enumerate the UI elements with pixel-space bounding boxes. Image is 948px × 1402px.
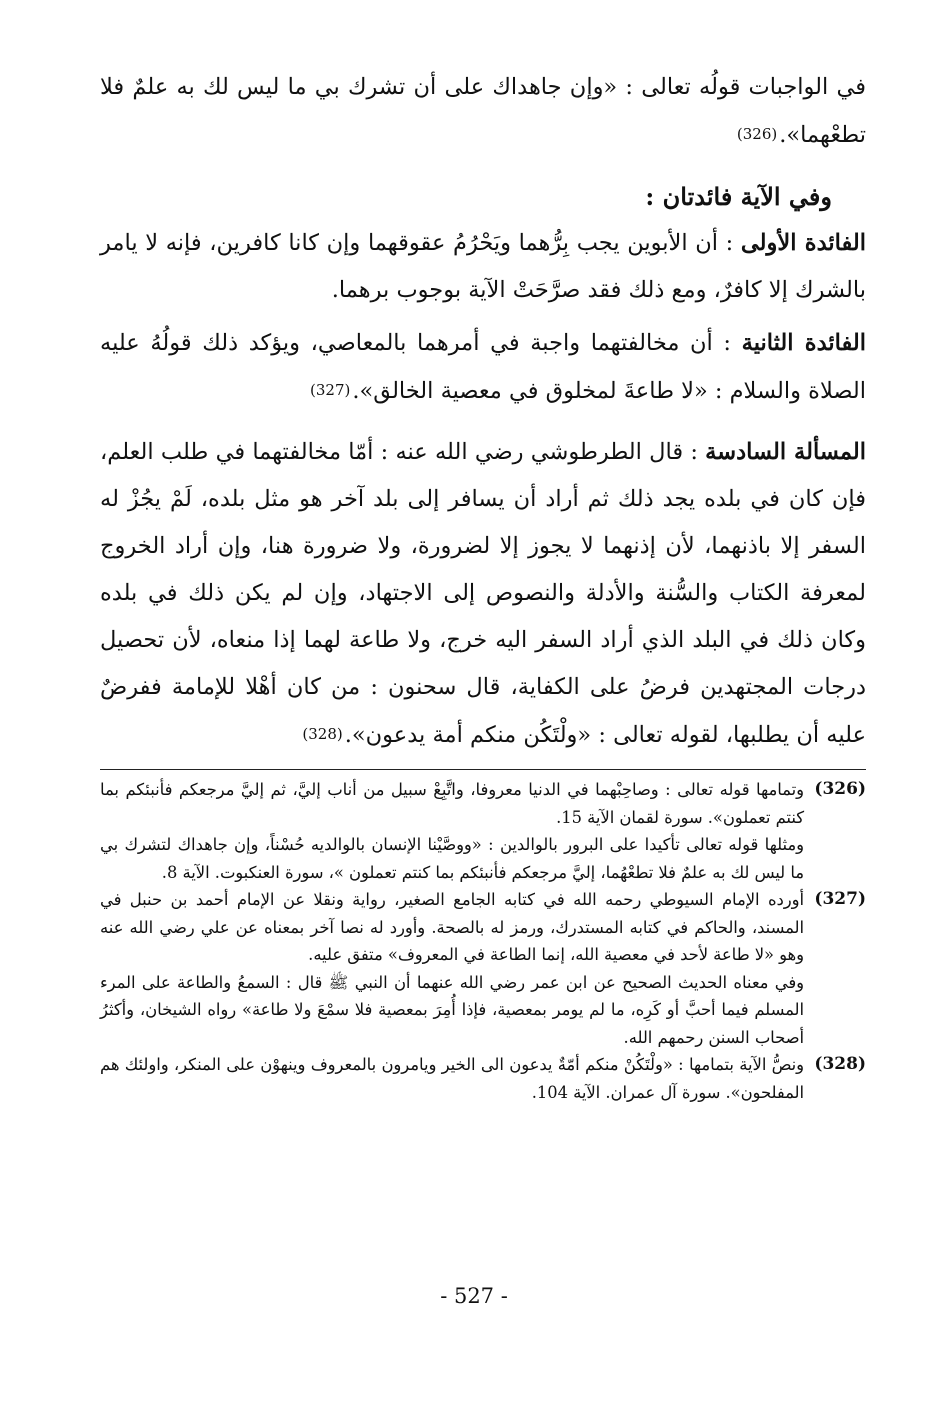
footnote-text: أورده الإمام السيوطي رحمه الله في كتابه الجامع الصغير، رواية ونقلا عن الإمام أحمد بن حنبل في المسند، والحاكم في كتابه المستدرك، ورمز له بالصحة. وأورد له نصا آخر بمعناه عن علي رضي الله عنه وهو «لا طاعة لأحد في معصية الله، إنما الطاعة في المعروف» متفق عليه. — [100, 890, 804, 964]
footnote-divider — [100, 769, 866, 770]
footnote-number: (328) — [814, 1054, 866, 1074]
footnote-326 — [100, 776, 866, 886]
footnote-body — [100, 776, 804, 886]
main-text — [100, 64, 866, 759]
footnote-ref-326: (326) — [736, 125, 778, 143]
section-heading: وفي الآية فائدتان : — [645, 182, 832, 211]
footnote-328 — [100, 1051, 866, 1106]
paragraph-3-text: : أن مخالفتهما واجبة في أمرهما بالمعاصي، ويؤكد ذلك قولُهُ عليه الصلاة والسلام : «لا طاعةَ لمخلوق في معصية الخالق». — [100, 330, 866, 404]
footnote-text: ونصُّ الآية بتمامها : «ولْتَكُنْ منكم أمّةٌ يدعون الى الخير ويامرون بالمعروف وينهوْن على المنكر، واولئك هم المفلحون». سورة آل عمران. الآية 104. — [100, 1055, 804, 1102]
second-benefit-label: الفائدة الثانية — [741, 330, 866, 356]
paragraph-2-text: : أن الأبوين يجب بِرُّهما ويَحْرُمُ عقوقهما وإن كانا كافرين، فإنه لا يامر بالشرك إلا كافرٌ، ومع ذلك فقد صرَّحَتْ الآية بوجوب برهما. — [100, 230, 866, 303]
footnote-text: ومثلها قوله تعالى تأكيدا على البرور بالوالدين : «ووصَّيْنا الإنسان بالوالديه حُسْناً، وإن جاهداك لتشرك بي ما ليس لك به علمٌ فلا تطعْهُما، إليَّ مرجعكم فأنبئكم بما كنتم تعملون »، سورة العنكبوت. الآية 8. — [100, 835, 804, 882]
footnote-ref-328: (328) — [302, 725, 343, 743]
paragraph-3 — [100, 320, 866, 415]
footnotes — [100, 776, 866, 1106]
footnote-number: (326) — [814, 779, 866, 799]
paragraph-1-text: في الواجبات قولُه تعالى : «وإن جاهداك على أن تشرك بي ما ليس لك به علمٌ فلا تطعْهما». — [100, 74, 866, 148]
page-content — [100, 64, 866, 1106]
footnote-text: وتمامها قوله تعالى : وصاحِبْهما في الدنيا معروفا، واتَّبِعْ سبيل من أناب إليَّ، ثم إليَّ مرجعكم فأنبئكم بما كنتم تعملون». سورة لقمان الآية 15. — [100, 780, 804, 827]
sixth-issue-label: المسألة السادسة — [705, 439, 867, 465]
footnote-body — [100, 1051, 804, 1106]
paragraph-4-text: : قال الطرطوشي رضي الله عنه : أمّا مخالفتهما في طلب العلم، فإن كان في بلده يجد ذلك ثم أراد أن يسافر إلى بلد آخر هو مثل بلده، لَمْ يجُزْ له السفر إلا باذنهما، لأن إذنهما لا يجوز إلا لضرورة، ولا ضرورة هنا، وإن أراد الخروج لمعرفة الكتاب والسُّنة والأدلة والنصوص إلى الاجتهاد، وإن لم يكن ذلك في بلده وكان ذلك في البلد الذي أراد السفر اليه خرج، ولا طاعة لهما إذا منعاه، لأن تحصيل درجات المجتهدين فرضُ على الكفاية، قال سحنون : من كان أهْلا للإمامة ففرضٌ عليه أن يطلبها، لقوله تعالى : «ولْتَكُن منكم أمة يدعون». — [100, 439, 866, 748]
footnote-327 — [100, 886, 866, 1051]
footnote-number: (327) — [814, 889, 866, 909]
paragraph-1 — [100, 64, 866, 159]
footnote-body — [100, 886, 804, 1051]
footnote-ref-327: (327) — [310, 381, 351, 399]
page-number: - 527 - — [440, 1284, 508, 1308]
footnote-text: وفي معناه الحديث الصحيح عن ابن عمر رضي الله عنهما أن النبي ﷺ قال : السمعُ والطاعة على المرء المسلم فيما أحبَّ أو كَرِه، ما لم يومر بمعصية، فإذا أُمِرَ بمعصية فلا سمْعَ ولا طاعة» رواه الشيخان، وأكثرُ أصحاب السنن رحمهم الله. — [100, 972, 804, 1047]
paragraph-2 — [100, 220, 866, 314]
paragraph-4 — [100, 429, 866, 759]
first-benefit-label: الفائدة الأولى — [740, 230, 866, 256]
